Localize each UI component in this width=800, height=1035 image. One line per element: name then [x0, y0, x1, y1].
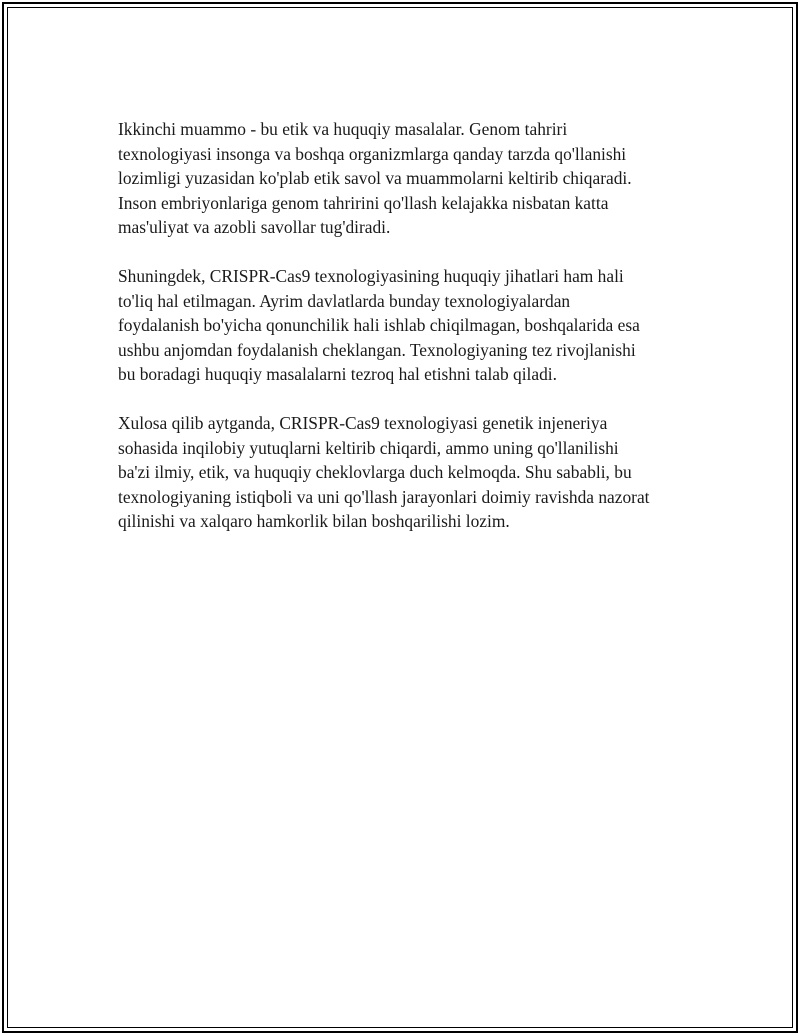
text-line: bu boradagi huquqiy masalalarni tezroq hal etishni talab qiladi. [118, 364, 557, 384]
paragraph-ethical-legal-issues [118, 117, 688, 240]
text-line: Xulosa qilib aytganda, CRISPR-Cas9 texnologiyasi genetik injeneriya [118, 413, 608, 433]
text-line: ba'zi ilmiy, etik, va huquqiy cheklovlarga duch kelmoqda. Shu sababli, bu [118, 462, 632, 482]
text-line: Shuningdek, CRISPR-Cas9 texnologiyasining huquqiy jihatlari ham hali [118, 266, 624, 286]
text-line: sohasida inqilobiy yutuqlarni keltirib chiqardi, ammo uning qo'llanilishi [118, 437, 619, 458]
text-line: ushbu anjomdan foydalanish cheklangan. Texnologiyaning tez rivojlanishi [118, 339, 636, 360]
text-line: to'liq hal etilmagan. Ayrim davlatlarda bunday texnologiyalardan [118, 290, 571, 311]
text-line: foydalanish bo'yicha qonunchilik hali ishlab chiqilmagan, boshqalarida esa [118, 315, 640, 335]
paragraph-conclusion [118, 411, 688, 534]
text-line: lozimligi yuzasidan ko'plab etik savol va muammolarni keltirib chiqaradi. [118, 168, 632, 188]
text-line: Ikkinchi muammo - bu etik va huquqiy masalalar. Genom tahriri [118, 119, 568, 139]
text-line: qilinishi va xalqaro hamkorlik bilan boshqarilishi lozim. [118, 511, 510, 531]
document-body [118, 117, 688, 558]
text-line: texnologiyasi insonga va boshqa organizmlarga qanday tarzda qo'llanishi [118, 143, 627, 164]
text-line: Inson embriyonlariga genom tahririni qo'llash kelajakka nisbatan katta [118, 192, 609, 213]
text-line: mas'uliyat va azobli savollar tug'diradi. [118, 217, 391, 237]
paragraph-legal-aspects [118, 264, 688, 387]
text-line: texnologiyaning istiqboli va uni qo'llash jarayonlari doimiy ravishda nazorat [118, 486, 650, 507]
